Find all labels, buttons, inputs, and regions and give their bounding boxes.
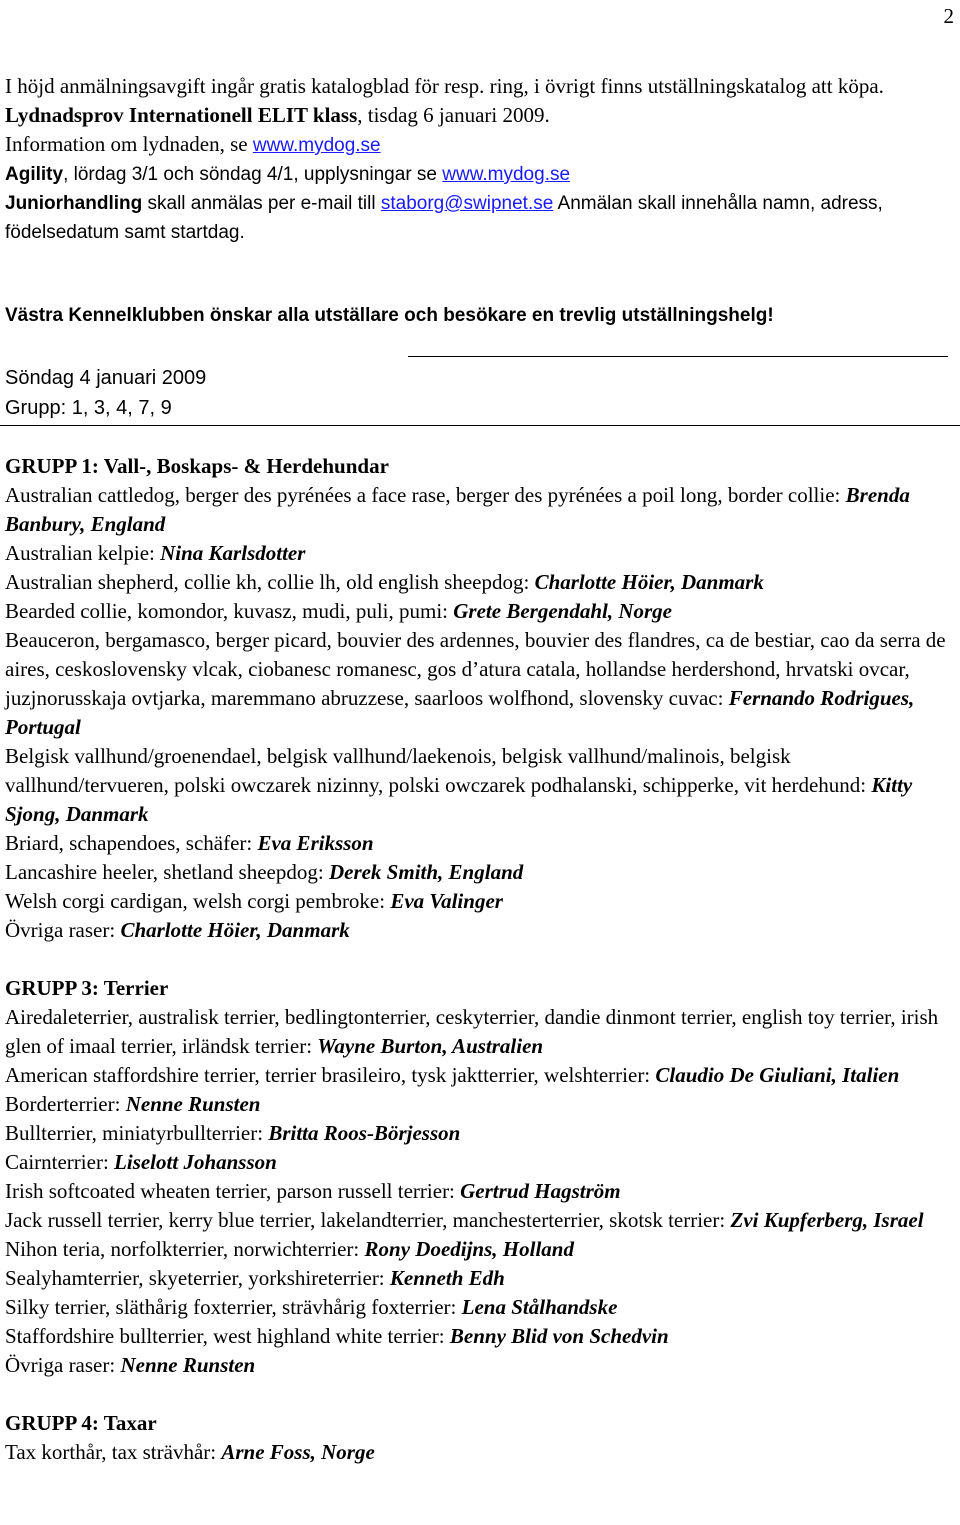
page-number: 2 bbox=[943, 4, 954, 28]
breed-judge-entry bbox=[5, 1322, 955, 1351]
breed-list: Cairnterrier: bbox=[5, 1150, 115, 1174]
judge-name: Brenda Banbury, England bbox=[5, 483, 910, 536]
lydnad-line: Lydnadsprov Internationell ELIT klass, tisdag 6 januari 2009. bbox=[5, 103, 550, 127]
breed-judge-entry bbox=[5, 1003, 955, 1061]
agility-line: Agility, lördag 3/1 och söndag 4/1, upplysningar se www.mydog.se bbox=[5, 164, 571, 185]
judge-name: Fernando Rodrigues, Portugal bbox=[5, 686, 915, 739]
breed-judge-entry bbox=[5, 1090, 955, 1119]
group-title: GRUPP 3: Terrier bbox=[5, 976, 169, 1000]
breed-judge-entry bbox=[5, 1206, 955, 1235]
breed-list: Beauceron, bergamasco, berger picard, bouvier des ardennes, bouvier des flandres, ca de bestiar, cao da serra de aires, ceskoslovensky vlcak, ciobanesc romanesc, gos d’atura catala, hollandse herdershond, hrvatski ovcar, juzjnorusskaja ovtjarka, maremmano abruzzese, saarloos wolfhond, slovensky cuvac: bbox=[5, 628, 946, 710]
intro-section bbox=[5, 72, 955, 247]
breed-list: American staffordshire terrier, terrier brasileiro, tysk jaktterrier, welshterrier: bbox=[5, 1063, 656, 1087]
breed-judge-entry bbox=[5, 539, 955, 568]
divider bbox=[408, 356, 948, 357]
judge-name: Eva Eriksson bbox=[257, 831, 374, 855]
mydog-link[interactable]: www.mydog.se bbox=[252, 135, 381, 156]
breed-list: Silky terrier, släthårig foxterrier, strävhårig foxterrier: bbox=[5, 1295, 462, 1319]
breed-list: Australian shepherd, collie kh, collie lh, old english sheepdog: bbox=[5, 570, 535, 594]
breed-list: Airedaleterrier, australisk terrier, bedlingtonterrier, ceskyterrier, dandie dinmont terrier, english toy terrier, irish glen of imaal terrier, irländsk terrier: bbox=[5, 1005, 939, 1058]
breed-list: Australian kelpie: bbox=[5, 541, 161, 565]
breed-list: Irish softcoated wheaten terrier, parson russell terrier: bbox=[5, 1179, 461, 1203]
breed-judge-entry bbox=[5, 1061, 955, 1090]
breed-list: Briard, schapendoes, schäfer: bbox=[5, 831, 258, 855]
judge-name: Lena Stålhandske bbox=[461, 1295, 618, 1319]
show-date: Söndag 4 januari 2009 bbox=[5, 367, 207, 389]
junior-line: Juniorhandling skall anmälas per e-mail till staborg@swipnet.se Anmälan skall innehålla namn, adress, födelsedatum samt startdag. bbox=[5, 193, 883, 243]
judge-name: Liselott Johansson bbox=[114, 1150, 277, 1174]
email-link[interactable]: staborg@swipnet.se bbox=[380, 193, 554, 214]
breed-list: Sealyhamterrier, skyeterrier, yorkshireterrier: bbox=[5, 1266, 390, 1290]
catalog-info: I höjd anmälningsavgift ingår gratis katalogblad för resp. ring, i övrigt finns utställningskatalog att köpa. bbox=[5, 74, 884, 98]
breed-judge-entry bbox=[5, 568, 955, 597]
judge-name: Claudio De Giuliani, Italien bbox=[655, 1063, 900, 1087]
judge-name: Kenneth Edh bbox=[389, 1266, 505, 1290]
breed-list: Belgisk vallhund/groenendael, belgisk vallhund/laekenois, belgisk vallhund/malinois, belgisk vallhund/tervueren, polski owczarek nizinny, polski owczarek podhalanski, schipperke, vit herdehund: bbox=[5, 744, 872, 797]
breed-judge-entry bbox=[5, 597, 955, 626]
judge-name: Wayne Burton, Australien bbox=[317, 1034, 544, 1058]
judge-name: Zvi Kupferberg, Israel bbox=[730, 1208, 924, 1232]
breed-list: Tax korthår, tax strävhår: bbox=[5, 1440, 222, 1464]
breed-judge-entry bbox=[5, 1351, 955, 1380]
breed-list: Jack russell terrier, kerry blue terrier, lakelandterrier, manchesterterrier, skotsk terrier: bbox=[5, 1208, 731, 1232]
judge-name: Rony Doedijns, Holland bbox=[364, 1237, 574, 1261]
judge-name: Eva Valinger bbox=[390, 889, 503, 913]
breed-judge-entry bbox=[5, 1438, 955, 1467]
judge-name: Gertrud Hagström bbox=[460, 1179, 621, 1203]
judge-name: Derek Smith, England bbox=[328, 860, 524, 884]
breed-judge-entry bbox=[5, 1119, 955, 1148]
judge-name: Charlotte Höier, Danmark bbox=[120, 918, 350, 942]
group-title: GRUPP 4: Taxar bbox=[5, 1411, 157, 1435]
judge-name: Nenne Runsten bbox=[125, 1092, 261, 1116]
judge-name: Britta Roos-Börjesson bbox=[268, 1121, 461, 1145]
groups-line: Grupp: 1, 3, 4, 7, 9 bbox=[5, 397, 172, 419]
breed-judge-entry bbox=[5, 829, 955, 858]
breed-list: Welsh corgi cardigan, welsh corgi pembroke: bbox=[5, 889, 391, 913]
breed-list: Staffordshire bullterrier, west highland white terrier: bbox=[5, 1324, 450, 1348]
breed-judge-entry bbox=[5, 481, 955, 539]
lydnad-info-line: Information om lydnaden, se www.mydog.se bbox=[5, 132, 381, 156]
junior-title: Juniorhandling bbox=[5, 193, 143, 214]
breed-judge-entry bbox=[5, 858, 955, 887]
breed-list: Övriga raser: bbox=[5, 1353, 121, 1377]
breed-judge-entry bbox=[5, 1235, 955, 1264]
breed-judge-entry bbox=[5, 1264, 955, 1293]
breed-judge-entry bbox=[5, 916, 955, 945]
day-block bbox=[5, 363, 206, 423]
judge-name: Grete Bergendahl, Norge bbox=[453, 599, 672, 623]
breed-list: Australian cattledog, berger des pyrénées a face rase, berger des pyrénées a poil long, border collie: bbox=[5, 483, 846, 507]
breed-judge-entry bbox=[5, 1148, 955, 1177]
group-title: GRUPP 1: Vall-, Boskaps- & Herdehundar bbox=[5, 454, 389, 478]
breed-list: Bullterrier, miniatyrbullterrier: bbox=[5, 1121, 269, 1145]
judge-name: Benny Blid von Schedvin bbox=[449, 1324, 669, 1348]
breed-list: Nihon teria, norfolkterrier, norwichterrier: bbox=[5, 1237, 365, 1261]
lydnad-title: Lydnadsprov Internationell ELIT klass bbox=[5, 103, 358, 127]
breed-judge-entry bbox=[5, 887, 955, 916]
breed-judge-entry bbox=[5, 742, 955, 829]
judge-name: Nenne Runsten bbox=[120, 1353, 256, 1377]
judge-name: Arne Foss, Norge bbox=[221, 1440, 375, 1464]
judge-name: Kitty Sjong, Danmark bbox=[5, 773, 913, 826]
greeting: Västra Kennelklubben önskar alla utställare och besökare en trevlig utställningshelg! bbox=[5, 305, 774, 326]
breed-judge-entry bbox=[5, 626, 955, 742]
agility-title: Agility bbox=[5, 164, 64, 185]
breed-list: Borderterrier: bbox=[5, 1092, 126, 1116]
breed-judge-entry bbox=[5, 1293, 955, 1322]
breed-list: Lancashire heeler, shetland sheepdog: bbox=[5, 860, 329, 884]
judge-name: Charlotte Höier, Danmark bbox=[534, 570, 764, 594]
mydog-link-agility[interactable]: www.mydog.se bbox=[442, 164, 571, 185]
divider bbox=[0, 425, 960, 426]
breed-list: Bearded collie, komondor, kuvasz, mudi, puli, pumi: bbox=[5, 599, 454, 623]
judge-name: Nina Karlsdotter bbox=[160, 541, 306, 565]
groups-list bbox=[5, 452, 955, 1467]
breed-judge-entry bbox=[5, 1177, 955, 1206]
breed-list: Övriga raser: bbox=[5, 918, 121, 942]
